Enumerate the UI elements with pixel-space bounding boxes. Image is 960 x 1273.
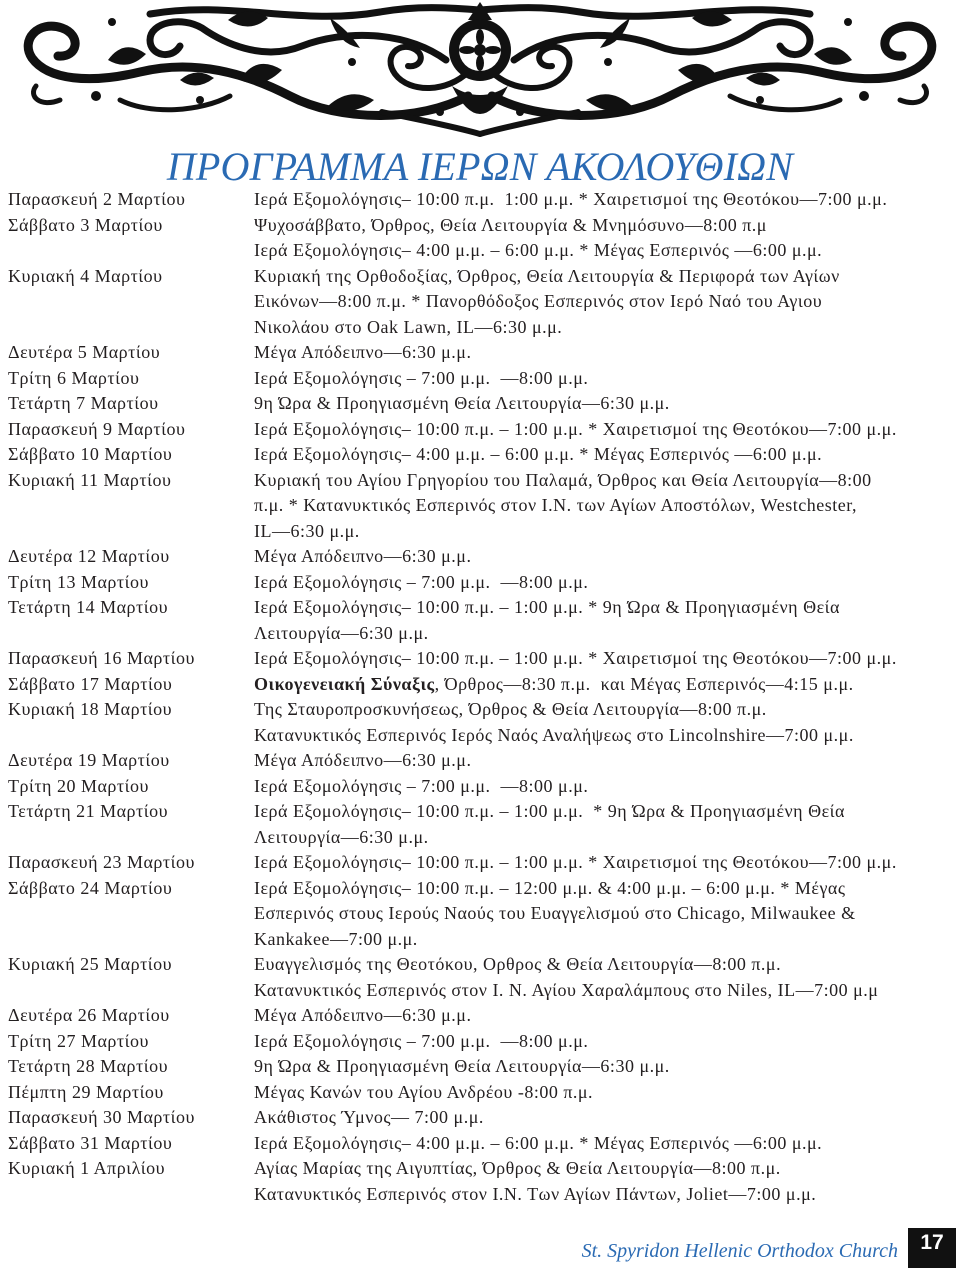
service-line	[254, 672, 954, 698]
schedule-entry	[8, 1029, 954, 1055]
service-line: π.μ. * Κατανυκτικός Εσπερινός στον Ι.Ν. των Αγίων Αποστόλων, Westchester,	[254, 495, 857, 515]
service-line: Της Σταυροπροσκυνήσεως, Όρθρος & Θεία Λειτουργία—8:00 π.μ.	[254, 699, 767, 719]
schedule-entry	[8, 646, 954, 672]
schedule-day: Τετάρτη 14 Μαρτίου	[8, 597, 169, 617]
service-line: Ιερά Εξομολόγησις– 4:00 μ.μ. – 6:00 μ.μ. * Μέγας Εσπερινός —6:00 μ.μ.	[254, 240, 823, 260]
service-highlight: Οικογενειακή Σύναξις	[254, 673, 435, 694]
service-line: Ιερά Εξομολόγησις – 7:00 μ.μ. —8:00 μ.μ.	[254, 571, 589, 592]
service-line: Νικολάου στο Oak Lawn, IL—6:30 μ.μ.	[254, 316, 563, 337]
services-schedule	[8, 187, 954, 1207]
service-line: Κυριακή της Ορθοδοξίας, Όρθρος, Θεία Λειτουργία & Περιφορά των Αγίων	[254, 265, 840, 286]
service-line: Ιερά Εξομολόγησις – 7:00 μ.μ. —8:00 μ.μ.	[254, 367, 589, 388]
schedule-entry	[8, 876, 954, 953]
schedule-entry	[8, 1156, 954, 1207]
service-line: Ευαγγελισμός της Θεοτόκου, Ορθρος & Θεία Λειτουργία—8:00 π.μ.	[254, 954, 782, 974]
service-line: Κυριακή του Αγίου Γρηγορίου του Παλαμά, Όρθρος και Θεία Λειτουργία—8:00	[254, 469, 872, 490]
service-line: Ιερά Εξομολόγησις– 10:00 π.μ. – 1:00 μ.μ. * 9η Ώρα & Προηγιασμένη Θεία	[254, 597, 840, 617]
schedule-services	[254, 1131, 954, 1157]
ornament-left-scroll	[28, 8, 480, 134]
schedule-services	[254, 1105, 954, 1131]
schedule-services	[254, 850, 954, 876]
schedule-entry	[8, 187, 954, 213]
schedule-entry	[8, 774, 954, 800]
schedule-services	[254, 1029, 954, 1055]
service-line: Kankakee—7:00 μ.μ.	[254, 928, 418, 949]
schedule-day: Δευτέρα 26 Μαρτίου	[8, 1005, 170, 1025]
schedule-entry	[8, 1003, 954, 1029]
schedule-day: Δευτέρα 12 Μαρτίου	[8, 546, 170, 566]
service-line: Ιερά Εξομολόγησις– 10:00 π.μ. – 1:00 μ.μ. * Χαιρετισμοί της Θεοτόκου—7:00 μ.μ.	[254, 648, 897, 668]
service-line: Μέγας Κανών του Αγίου Ανδρέου -8:00 π.μ.	[254, 1081, 594, 1102]
schedule-day: Τετάρτη 28 Μαρτίου	[8, 1056, 169, 1076]
service-line: Μέγα Απόδειπνο—6:30 μ.μ.	[254, 342, 472, 362]
schedule-services	[254, 748, 954, 774]
schedule-day: Τρίτη 27 Μαρτίου	[8, 1030, 149, 1051]
footer-church-name: St. Spyridon Hellenic Orthodox Church	[581, 1240, 898, 1262]
schedule-day: Κυριακή 25 Μαρτίου	[8, 954, 173, 974]
schedule-services	[254, 672, 954, 698]
service-line: Λειτουργία—6:30 μ.μ.	[254, 826, 429, 847]
schedule-entry	[8, 213, 954, 264]
service-line: Κατανυκτικός Εσπερινός Ιερός Ναός Αναλήψεως στο Lincolnshire—7:00 μ.μ.	[254, 724, 854, 745]
schedule-entry	[8, 1105, 954, 1131]
service-line: Ιερά Εξομολόγησις– 10:00 π.μ. – 1:00 μ.μ. * 9η Ώρα & Προηγιασμένη Θεία	[254, 801, 845, 821]
schedule-entry	[8, 366, 954, 392]
service-line: Λειτουργία—6:30 μ.μ.	[254, 622, 429, 643]
service-line: IL—6:30 μ.μ.	[254, 520, 360, 541]
schedule-day: Τετάρτη 7 Μαρτίου	[8, 393, 159, 413]
schedule-entry	[8, 570, 954, 596]
schedule-day: Τρίτη 6 Μαρτίου	[8, 367, 140, 388]
service-line: Ιερά Εξομολόγησις – 7:00 μ.μ. —8:00 μ.μ.	[254, 1030, 589, 1051]
schedule-services	[254, 213, 954, 264]
schedule-services	[254, 952, 954, 1003]
schedule-entry	[8, 468, 954, 545]
schedule-services	[254, 391, 954, 417]
schedule-entry	[8, 952, 954, 1003]
schedule-entry	[8, 417, 954, 443]
schedule-services	[254, 774, 954, 800]
service-line: Ιερά Εξομολόγησις– 10:00 π.μ. – 1:00 μ.μ. * Χαιρετισμοί της Θεοτόκου—7:00 μ.μ.	[254, 852, 897, 872]
service-line: Εικόνων—8:00 π.μ. * Πανορθόδοξος Εσπερινός στον Ιερό Ναό του Αγιου	[254, 291, 823, 311]
service-line: Ιερά Εξομολόγησις– 10:00 π.μ. – 1:00 μ.μ. * Χαιρετισμοί της Θεοτόκου—7:00 μ.μ.	[254, 418, 897, 439]
service-line: Μέγα Απόδειπνο—6:30 μ.μ.	[254, 750, 472, 770]
schedule-day: Παρασκευή 16 Μαρτίου	[8, 648, 195, 668]
schedule-services	[254, 595, 954, 646]
schedule-day: Δευτέρα 5 Μαρτίου	[8, 342, 161, 362]
schedule-entry	[8, 1131, 954, 1157]
schedule-services	[254, 417, 954, 443]
schedule-entry	[8, 595, 954, 646]
service-line: Ιερά Εξομολόγησις– 4:00 μ.μ. – 6:00 μ.μ. * Μέγας Εσπερινός —6:00 μ.μ.	[254, 1132, 823, 1153]
schedule-day: Δευτέρα 19 Μαρτίου	[8, 750, 170, 770]
service-line: Μέγα Απόδειπνο—6:30 μ.μ.	[254, 546, 472, 566]
schedule-day: Παρασκευή 2 Μαρτίου	[8, 189, 186, 209]
schedule-services	[254, 1054, 954, 1080]
schedule-day: Σάββατο 24 Μαρτίου	[8, 877, 173, 898]
page-number-badge: 17	[908, 1228, 956, 1268]
service-line: Εσπερινός στους Ιερούς Ναούς του Ευαγγελισμού στο Chicago, Milwaukee &	[254, 903, 856, 923]
schedule-day: Σάββατο 17 Μαρτίου	[8, 673, 173, 694]
schedule-entry	[8, 391, 954, 417]
schedule-entry	[8, 340, 954, 366]
service-line: Ψυχοσάββατο, Όρθρος, Θεία Λειτουργία & Μνημόσυνο—8:00 π.μ	[254, 214, 767, 235]
schedule-services	[254, 697, 954, 748]
schedule-entry	[8, 442, 954, 468]
schedule-day: Παρασκευή 23 Μαρτίου	[8, 852, 195, 872]
schedule-day: Τρίτη 13 Μαρτίου	[8, 571, 149, 592]
schedule-entry	[8, 1054, 954, 1080]
schedule-day: Σάββατο 10 Μαρτίου	[8, 444, 173, 464]
service-line: Ιερά Εξομολόγησις– 10:00 π.μ. – 12:00 μ.μ. & 4:00 μ.μ. – 6:00 μ.μ. * Μέγας	[254, 877, 846, 898]
service-line: Κατανυκτικός Εσπερινός στον Ι.Ν. Των Αγίων Πάντων, Joliet—7:00 μ.μ.	[254, 1183, 817, 1204]
service-line: Κατανυκτικός Εσπερινός στον Ι. Ν. Αγίου Χαραλάμπους στο Niles, IL—7:00 μ.μ	[254, 979, 879, 1000]
schedule-entry	[8, 672, 954, 698]
schedule-services	[254, 264, 954, 341]
service-line: Μέγα Απόδειπνο—6:30 μ.μ.	[254, 1005, 472, 1025]
schedule-services	[254, 1156, 954, 1207]
schedule-day: Κυριακή 4 Μαρτίου	[8, 265, 163, 286]
schedule-day: Κυριακή 1 Απριλίου	[8, 1158, 166, 1178]
schedule-entry	[8, 544, 954, 570]
schedule-services	[254, 366, 954, 392]
schedule-day: Παρασκευή 30 Μαρτίου	[8, 1107, 195, 1127]
schedule-entry	[8, 799, 954, 850]
schedule-day: Πέμπτη 29 Μαρτίου	[8, 1081, 164, 1102]
schedule-services	[254, 570, 954, 596]
service-line: 9η Ώρα & Προηγιασμένη Θεία Λειτουργία—6:30 μ.μ.	[254, 1056, 670, 1076]
service-line-text: , Όρθρος—8:30 π.μ. και Μέγας Εσπερινός—4:15 μ.μ.	[434, 673, 854, 694]
schedule-services	[254, 1080, 954, 1106]
schedule-services	[254, 340, 954, 366]
schedule-services	[254, 646, 954, 672]
service-line: 9η Ώρα & Προηγιασμένη Θεία Λειτουργία—6:30 μ.μ.	[254, 393, 670, 413]
schedule-entry	[8, 1080, 954, 1106]
schedule-services	[254, 187, 954, 213]
schedule-services	[254, 468, 954, 545]
schedule-entry	[8, 748, 954, 774]
page-title: ΠΡΟΓΡΑΜΜΑ ΙΕΡΩΝ ΑΚΟΛΟΥΘΙΩΝ	[166, 144, 794, 189]
schedule-services	[254, 1003, 954, 1029]
service-line: Ιερά Εξομολόγησις– 4:00 μ.μ. – 6:00 μ.μ. * Μέγας Εσπερινός —6:00 μ.μ.	[254, 444, 823, 464]
schedule-day: Τετάρτη 21 Μαρτίου	[8, 801, 169, 821]
schedule-day: Σάββατο 3 Μαρτίου	[8, 214, 163, 235]
schedule-day: Κυριακή 18 Μαρτίου	[8, 699, 173, 719]
schedule-day: Παρασκευή 9 Μαρτίου	[8, 418, 186, 439]
service-line: Ακάθιστος Ύμνος— 7:00 μ.μ.	[254, 1107, 484, 1127]
schedule-entry	[8, 697, 954, 748]
schedule-services	[254, 442, 954, 468]
schedule-entry	[8, 264, 954, 341]
schedule-day: Κυριακή 11 Μαρτίου	[8, 469, 172, 490]
ornament-right-scroll	[480, 8, 932, 134]
schedule-services	[254, 544, 954, 570]
schedule-services	[254, 876, 954, 953]
service-line: Ιερά Εξομολόγησις – 7:00 μ.μ. —8:00 μ.μ.	[254, 775, 589, 796]
schedule-day: Σάββατο 31 Μαρτίου	[8, 1132, 173, 1153]
schedule-day: Τρίτη 20 Μαρτίου	[8, 775, 149, 796]
schedule-entry	[8, 850, 954, 876]
service-line: Αγίας Μαρίας της Αιγυπτίας, Όρθρος & Θεία Λειτουργία—8:00 π.μ.	[254, 1158, 781, 1178]
schedule-services	[254, 799, 954, 850]
service-line: Ιερά Εξομολόγησις– 10:00 π.μ. 1:00 μ.μ. * Χαιρετισμοί της Θεοτόκου—7:00 μ.μ.	[254, 189, 888, 209]
header-ornament	[0, 0, 960, 140]
